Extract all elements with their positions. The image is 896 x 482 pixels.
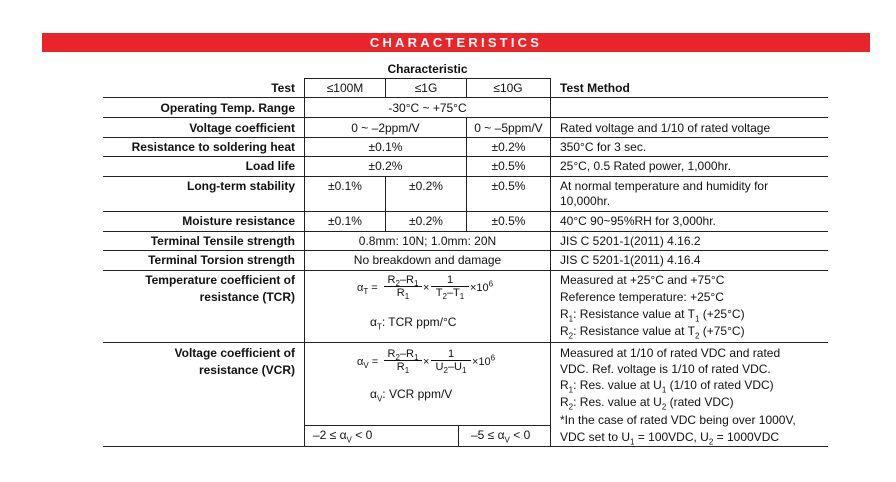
load-method: 25°C, 0.5 Rated power, 1,000hr.: [560, 159, 731, 173]
col-divider: [458, 425, 459, 446]
vcr-limit-low: $-2 \le \alpha_V < 0$: [313, 428, 373, 445]
col-1g-header: ≤1G: [414, 81, 438, 95]
moisture-method: 40°C 90~95%RH for 3,000hr.: [560, 214, 716, 228]
moisture-test: Moisture resistance: [182, 214, 295, 228]
moisture-value-2: ±0.2%: [409, 214, 443, 228]
vcr-method-line6: VDC set to $U_1 = 100VDC$, $U_2 = 1000VDC$: [560, 430, 780, 447]
col-100m-header: ≤100M: [326, 81, 364, 95]
test-method-header: Test Method: [560, 81, 630, 95]
vcr-test-line1: Voltage coefficient of: [174, 346, 295, 360]
load-test: Load life: [245, 159, 295, 173]
longterm-test: Long-term stability: [186, 179, 295, 193]
solder-test: Resistance to soldering heat: [131, 140, 295, 154]
load-value-high: ±0.5%: [491, 159, 526, 173]
test-header: Test: [271, 81, 295, 95]
vcr-method-line2: VDC. Ref. voltage is 1/10 of rated VDC.: [560, 362, 771, 376]
tensile-value: 0.8mm: 10N; 1.0mm: 20N: [358, 234, 497, 248]
col-divider: [466, 176, 467, 231]
vcr-limit-divider: [305, 425, 550, 426]
tcr-method-line2: Reference temperature: +25°C: [560, 290, 724, 304]
solder-value-low: ±0.1%: [368, 140, 403, 154]
characteristic-header: Characteristic: [387, 62, 468, 76]
col-divider: [550, 78, 551, 446]
longterm-method-line1: At normal temperature and humidity for: [560, 179, 769, 193]
tensile-test: Terminal Tensile strength: [150, 234, 295, 248]
longterm-method-line2: 10,000hr.: [560, 194, 611, 208]
tcr-test-line1: Temperature coefficient of: [145, 273, 295, 287]
vcr-method-line5: *In the case of rated VDC being over 1000V,: [560, 413, 796, 427]
longterm-value-2: ±0.2%: [409, 179, 443, 193]
section-banner: [42, 33, 870, 52]
torsion-test: Terminal Torsion strength: [148, 253, 295, 267]
vcr-method-line3: $R_1$: Res. value at $U_1$ (1/10 of rated VDC): [560, 378, 774, 395]
volt-coef-value-low: 0 ~ –2ppm/V: [351, 121, 420, 135]
section-title: CHARACTERISTICS: [369, 35, 543, 50]
volt-coef-method: Rated voltage and 1/10 of rated voltage: [560, 121, 771, 135]
col-10g-header: ≤10G: [493, 81, 523, 95]
moisture-value-3: ±0.5%: [491, 214, 526, 228]
col-divider: [466, 78, 467, 98]
characteristic-underline: [305, 78, 550, 79]
longterm-value-3: ±0.5%: [491, 179, 526, 193]
tcr-method-line4: $R_2$: Resistance value at $T_2$ (+75°C): [560, 324, 745, 341]
torsion-value: No breakdown and damage: [353, 253, 502, 267]
tcr-method-line1: Measured at +25°C and +75°C: [560, 273, 725, 287]
torsion-method: JIS C 5201-1(2011) 4.16.4: [560, 253, 701, 267]
col-divider: [385, 176, 386, 231]
tcr-test-line2: resistance (TCR): [199, 290, 295, 304]
moisture-value-1: ±0.1%: [328, 214, 362, 228]
row-divider: [103, 250, 828, 251]
vcr-limit-high: $-5 \le \alpha_V < 0$: [471, 428, 531, 445]
op-temp-test: Operating Temp. Range: [160, 101, 295, 115]
vcr-test-line2: resistance (VCR): [198, 363, 295, 377]
row-divider: [103, 342, 828, 343]
col-divider: [304, 78, 305, 446]
row-divider: [103, 270, 828, 271]
solder-method: 350°C for 3 sec.: [560, 140, 647, 154]
op-temp-value: -30°C ~ +75°C: [388, 101, 467, 115]
row-divider: [103, 231, 828, 232]
solder-value-high: ±0.2%: [491, 140, 526, 154]
longterm-value-1: ±0.1%: [328, 179, 362, 193]
volt-coef-value-high: 0 ~ –5ppm/V: [474, 121, 543, 135]
table-bottom-border: [103, 446, 828, 447]
vcr-method-line1: Measured at 1/10 of rated VDC and rated: [560, 346, 781, 360]
col-divider: [466, 117, 467, 176]
load-value-low: ±0.2%: [368, 159, 403, 173]
vcr-method-line4: $R_2$: Res. value at $U_2$ (rated VDC): [560, 395, 734, 412]
tcr-method-line3: $R_1$: Resistance value at $T_1$ (+25°C): [560, 307, 745, 324]
volt-coef-test: Voltage coefficient: [189, 121, 295, 135]
col-divider: [385, 78, 386, 98]
tensile-method: JIS C 5201-1(2011) 4.16.2: [560, 234, 701, 248]
